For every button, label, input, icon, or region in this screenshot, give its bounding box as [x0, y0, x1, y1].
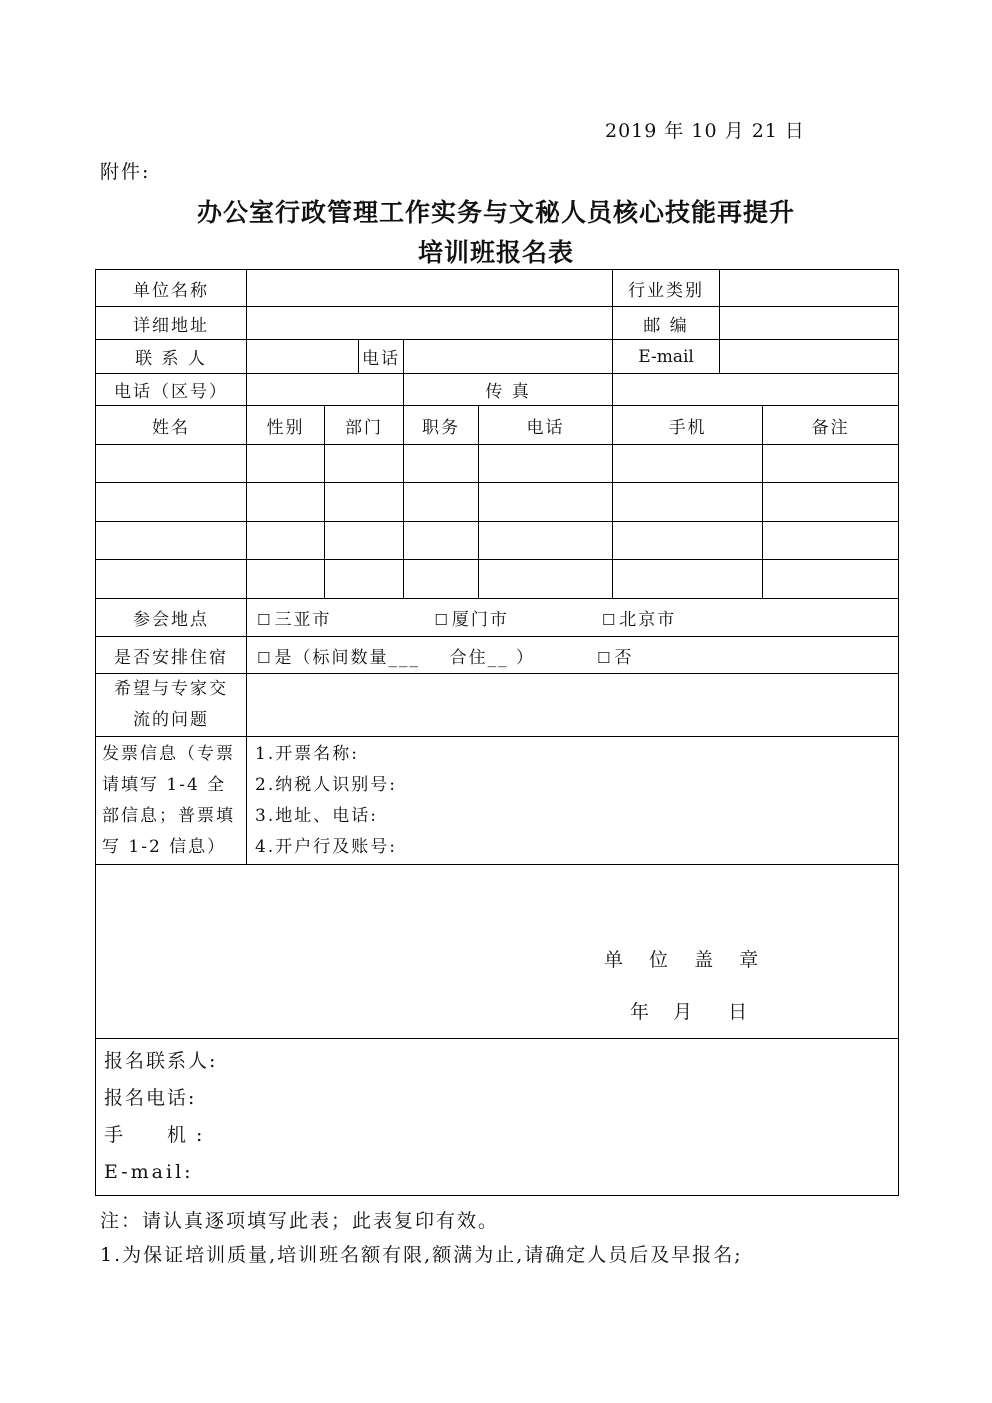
- participant-cell[interactable]: [763, 483, 899, 522]
- venue-option-label: 厦门市: [451, 610, 509, 630]
- address-label: 详细地址: [96, 307, 247, 340]
- checkbox-icon[interactable]: ☐: [257, 648, 273, 667]
- participant-cell[interactable]: [96, 522, 247, 560]
- unit-name-label: 单位名称: [96, 270, 247, 307]
- participant-row: [96, 522, 899, 560]
- row-contact-info: [96, 1039, 899, 1196]
- participant-cell[interactable]: [247, 522, 325, 560]
- participant-cell[interactable]: [96, 445, 247, 483]
- row-address: [96, 307, 899, 340]
- postcode-field[interactable]: [720, 307, 899, 340]
- participant-cell[interactable]: [325, 445, 404, 483]
- lodging-yes-label: 是（标间数量___ 合住__ ）: [274, 647, 535, 668]
- postcode-label: 邮 编: [613, 307, 720, 340]
- phone-field[interactable]: [404, 340, 613, 374]
- note-line-2: 1.为保证培训质量,培训班名额有限,额满为止,请确定人员后及早报名;: [100, 1244, 743, 1266]
- industry-label: 行业类别: [613, 270, 720, 307]
- row-seal: [96, 865, 899, 1039]
- invoice-line-name: 1.开票名称:: [255, 743, 359, 764]
- col-name: 姓名: [96, 406, 247, 445]
- reg-contact-mobile: 手 机 :: [104, 1124, 205, 1146]
- seal-label: 单 位 盖 章: [604, 949, 769, 971]
- venue-options: [247, 599, 899, 637]
- seal-date-year: 年: [630, 1001, 652, 1023]
- seal-date: [630, 997, 749, 1024]
- registration-form-table: [95, 269, 899, 1196]
- lodging-option-no[interactable]: [597, 643, 633, 668]
- row-lodging: [96, 637, 899, 674]
- seal-date-day: 日: [728, 1001, 750, 1023]
- participant-cell[interactable]: [479, 522, 613, 560]
- participant-cell[interactable]: [247, 560, 325, 599]
- lodging-options: [247, 637, 899, 674]
- contact-field[interactable]: [247, 340, 359, 374]
- venue-option-label: 三亚市: [274, 610, 332, 630]
- participant-cell[interactable]: [763, 560, 899, 599]
- row-unit-name: [96, 270, 899, 307]
- phone-area-label: 电话（区号）: [96, 374, 247, 406]
- checkbox-icon[interactable]: ☐: [434, 611, 450, 629]
- address-field[interactable]: [247, 307, 613, 340]
- participant-cell[interactable]: [325, 560, 404, 599]
- lodging-option-yes[interactable]: [257, 643, 597, 668]
- form-title-line2: 培训班报名表: [417, 238, 574, 267]
- participant-cell[interactable]: [325, 522, 404, 560]
- phone-label: 电话: [359, 340, 404, 374]
- invoice-fields[interactable]: [247, 737, 899, 865]
- participant-cell[interactable]: [247, 445, 325, 483]
- venue-option-label: 北京市: [619, 610, 677, 630]
- fax-label: 传 真: [404, 374, 613, 406]
- participant-cell[interactable]: [404, 445, 479, 483]
- invoice-line-address: 3.地址、电话:: [255, 805, 378, 826]
- checkbox-icon[interactable]: ☐: [597, 648, 613, 667]
- participant-cell[interactable]: [613, 560, 763, 599]
- checkbox-icon[interactable]: ☐: [601, 611, 618, 629]
- participant-cell[interactable]: [613, 522, 763, 560]
- checkbox-icon[interactable]: ☐: [257, 611, 273, 629]
- participant-cell[interactable]: [763, 522, 899, 560]
- invoice-label: 发票信息（专票请填写 1-4 全部信息；普票填写 1-2 信息）: [96, 737, 247, 865]
- participant-row: [96, 560, 899, 599]
- participant-cell[interactable]: [404, 560, 479, 599]
- col-phone: 电话: [479, 406, 613, 445]
- lodging-label: 是否安排住宿: [96, 637, 247, 674]
- row-phone-fax: [96, 374, 899, 406]
- phone-area-field[interactable]: [247, 374, 404, 406]
- participant-cell[interactable]: [479, 445, 613, 483]
- venue-label: 参会地点: [96, 599, 247, 637]
- form-title-line1: 办公室行政管理工作实务与文秘人员核心技能再提升: [196, 198, 795, 227]
- fax-field[interactable]: [613, 374, 899, 406]
- registration-contact[interactable]: [96, 1039, 899, 1196]
- contact-label: 联 系 人: [96, 340, 247, 374]
- row-invoice: [96, 737, 899, 865]
- attachment-label: 附件:: [100, 161, 151, 183]
- row-questions: [96, 674, 899, 737]
- venue-option-beijing[interactable]: [602, 605, 676, 630]
- reg-contact-person: 报名联系人:: [104, 1050, 218, 1072]
- participant-row: [96, 445, 899, 483]
- col-remark: 备注: [763, 406, 899, 445]
- col-position: 职务: [404, 406, 479, 445]
- participant-cell[interactable]: [479, 560, 613, 599]
- email-field[interactable]: [720, 340, 899, 374]
- seal-area[interactable]: [96, 865, 899, 1039]
- seal-date-month: 月: [673, 1001, 695, 1023]
- industry-field[interactable]: [720, 270, 899, 307]
- email-label: E-mail: [613, 340, 720, 374]
- participant-cell[interactable]: [96, 560, 247, 599]
- reg-contact-email: E-mail:: [104, 1161, 194, 1183]
- row-venue: [96, 599, 899, 637]
- invoice-line-bank: 4.开户行及账号:: [255, 836, 397, 857]
- participant-row: [96, 483, 899, 522]
- participant-cell[interactable]: [613, 483, 763, 522]
- col-gender: 性别: [247, 406, 325, 445]
- questions-label: 希望与专家交流的问题: [96, 674, 247, 737]
- note-line-1: 注：请认真逐项填写此表；此表复印有效。: [100, 1210, 500, 1232]
- col-mobile: 手机: [613, 406, 763, 445]
- invoice-line-taxid: 2.纳税人识别号:: [255, 774, 397, 795]
- participant-header-row: [96, 406, 899, 445]
- unit-name-field[interactable]: [247, 270, 613, 307]
- document-date: 2019 年 10 月 21 日: [605, 120, 805, 142]
- col-department: 部门: [325, 406, 404, 445]
- questions-field[interactable]: [247, 674, 899, 737]
- participant-cell[interactable]: [763, 445, 899, 483]
- participant-cell[interactable]: [325, 483, 404, 522]
- participant-cell[interactable]: [96, 483, 247, 522]
- participant-cell[interactable]: [404, 483, 479, 522]
- participant-cell[interactable]: [479, 483, 613, 522]
- reg-contact-phone: 报名电话:: [104, 1087, 197, 1109]
- venue-option-xiamen[interactable]: [434, 605, 594, 630]
- lodging-no-label: 否: [614, 647, 634, 668]
- row-contact: [96, 340, 899, 374]
- participant-cell[interactable]: [613, 445, 763, 483]
- participant-cell[interactable]: [247, 483, 325, 522]
- venue-option-sanya[interactable]: [257, 605, 427, 630]
- participant-cell[interactable]: [404, 522, 479, 560]
